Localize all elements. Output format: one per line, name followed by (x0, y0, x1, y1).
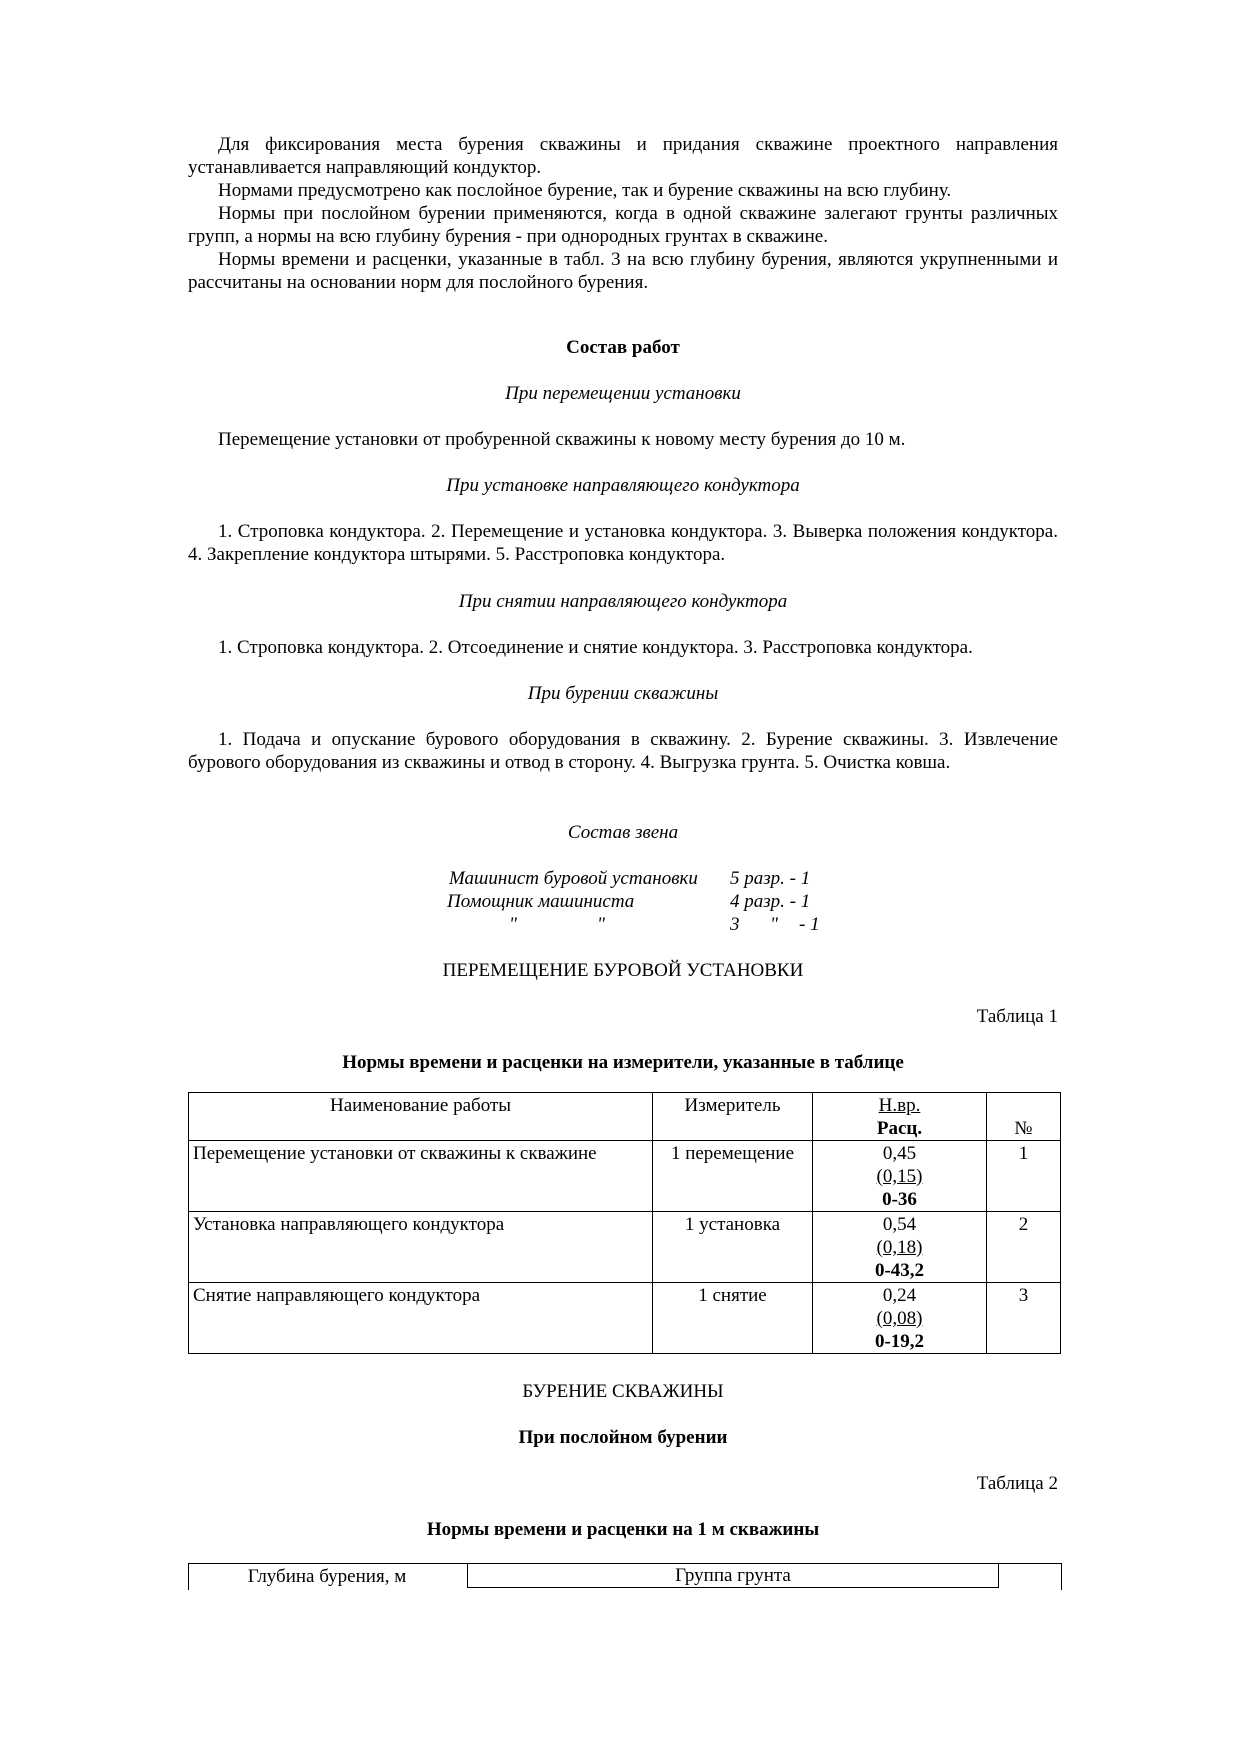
table2-header (188, 1563, 1062, 1590)
drilling-heading: При бурении скважины (527, 683, 719, 704)
row-norm: 0,24 (882, 1285, 917, 1306)
row-num: 2 (987, 1212, 1061, 1283)
crew-ditto: " (597, 914, 605, 935)
section-subtitle: При послойном бурении (518, 1427, 728, 1448)
work-composition-title: Состав работ (566, 337, 680, 358)
remove-text (188, 636, 1058, 659)
crew-grade: 5 разр. - 1 (730, 868, 811, 889)
intro-paragraph: Нормами предусмотрено как послойное бурение, так и бурение скважины на всю глубину. (218, 180, 952, 201)
table-header-row (189, 1093, 1061, 1141)
row-num: 3 (987, 1283, 1061, 1354)
header-price: Расц. (876, 1118, 923, 1139)
crew-grade: 4 разр. - 1 (730, 891, 811, 912)
row-machine: (0,18) (876, 1237, 923, 1258)
header-group: Группа грунта (467, 1564, 999, 1588)
row-name: Установка направляющего кондуктора (189, 1212, 653, 1283)
row-num: 1 (987, 1141, 1061, 1212)
row-values (813, 1141, 987, 1212)
moving-heading: При перемещении установки (505, 383, 741, 404)
remove-heading: При снятии направляющего кондуктора (458, 591, 788, 612)
row-price: 0-19,2 (874, 1331, 925, 1352)
crew-role: Помощник машиниста (447, 891, 635, 912)
table-row (189, 1283, 1061, 1354)
row-unit: 1 снятие (653, 1283, 813, 1354)
row-values (813, 1212, 987, 1283)
install-heading: При установке направляющего кондуктора (446, 475, 800, 496)
table-label: Таблица 2 (976, 1473, 1058, 1494)
row-unit: 1 установка (653, 1212, 813, 1283)
crew-ditto: " (770, 914, 778, 935)
section-title: БУРЕНИЕ СКВАЖИНЫ (522, 1381, 724, 1402)
crew-grade: 3 (730, 914, 740, 935)
row-values (813, 1283, 987, 1354)
row-unit: 1 перемещение (653, 1141, 813, 1212)
moving-text (188, 428, 1058, 451)
install-text (188, 520, 1058, 566)
table-label: Таблица 1 (976, 1006, 1058, 1027)
install-paragraph: 1. Строповка кондуктора. 2. Перемещение и установка кондуктора. 3. Выверка положения кондуктора. 4. Закрепление кондуктора штырями. 5. Расстроповка кондуктора. (188, 521, 1058, 565)
row-name: Снятие направляющего кондуктора (189, 1283, 653, 1354)
remove-paragraph: 1. Строповка кондуктора. 2. Отсоединение и снятие кондуктора. 3. Расстроповка кондуктора. (218, 637, 973, 658)
table-caption: Нормы времени и расценки на 1 м скважины (426, 1519, 820, 1540)
row-machine: (0,15) (876, 1166, 923, 1187)
norms-table (188, 1092, 1061, 1354)
crew-list (188, 867, 1058, 937)
row-norm: 0,54 (882, 1214, 917, 1235)
row-price: 0-43,2 (874, 1260, 925, 1281)
row-price: 0-36 (882, 1189, 917, 1210)
intro-text (188, 133, 1058, 294)
intro-paragraph: Нормы при послойном бурении применяются, когда в одной скважине залегают грунты различных групп, а нормы на всю глубину бурения - при однородных грунтах в скважине. (188, 203, 1058, 247)
header-norm-price (813, 1093, 987, 1141)
crew-role: Машинист буровой установки (449, 868, 698, 889)
header-unit: Измеритель (653, 1093, 813, 1141)
crew-count: - 1 (799, 914, 820, 935)
section-title: ПЕРЕМЕЩЕНИЕ БУРОВОЙ УСТАНОВКИ (442, 960, 804, 981)
crew-ditto: " (509, 914, 517, 935)
row-machine: (0,08) (876, 1308, 923, 1329)
header-norm: Н.вр. (878, 1095, 921, 1116)
header-name: Наименование работы (189, 1093, 653, 1141)
intro-paragraph: Нормы времени и расценки, указанные в табл. 3 на всю глубину бурения, являются укрупненными и рассчитаны на основании норм для послойного бурения. (188, 249, 1058, 293)
header-num: № (987, 1093, 1061, 1141)
intro-paragraph: Для фиксирования места бурения скважины и придания скважине проектного направления устанавливается направляющий кондуктор. (188, 134, 1058, 178)
moving-paragraph: Перемещение установки от пробуренной скважины к новому месту бурения до 10 м. (218, 429, 906, 450)
row-norm: 0,45 (882, 1143, 917, 1164)
drilling-paragraph: 1. Подача и опускание бурового оборудования в скважину. 2. Бурение скважины. 3. Извлечение бурового оборудования из скважины и отвод в сторону. 4. Выгрузка грунта. 5. Очистка ковша. (188, 729, 1058, 773)
drilling-text (188, 728, 1058, 774)
crew-title: Состав звена (567, 822, 679, 843)
table-row (189, 1212, 1061, 1283)
table-row (189, 1141, 1061, 1212)
header-depth: Глубина бурения, м (247, 1566, 407, 1587)
row-name: Перемещение установки от скважины к скважине (189, 1141, 653, 1212)
table-caption: Нормы времени и расценки на измерители, указанные в таблице (342, 1052, 904, 1073)
